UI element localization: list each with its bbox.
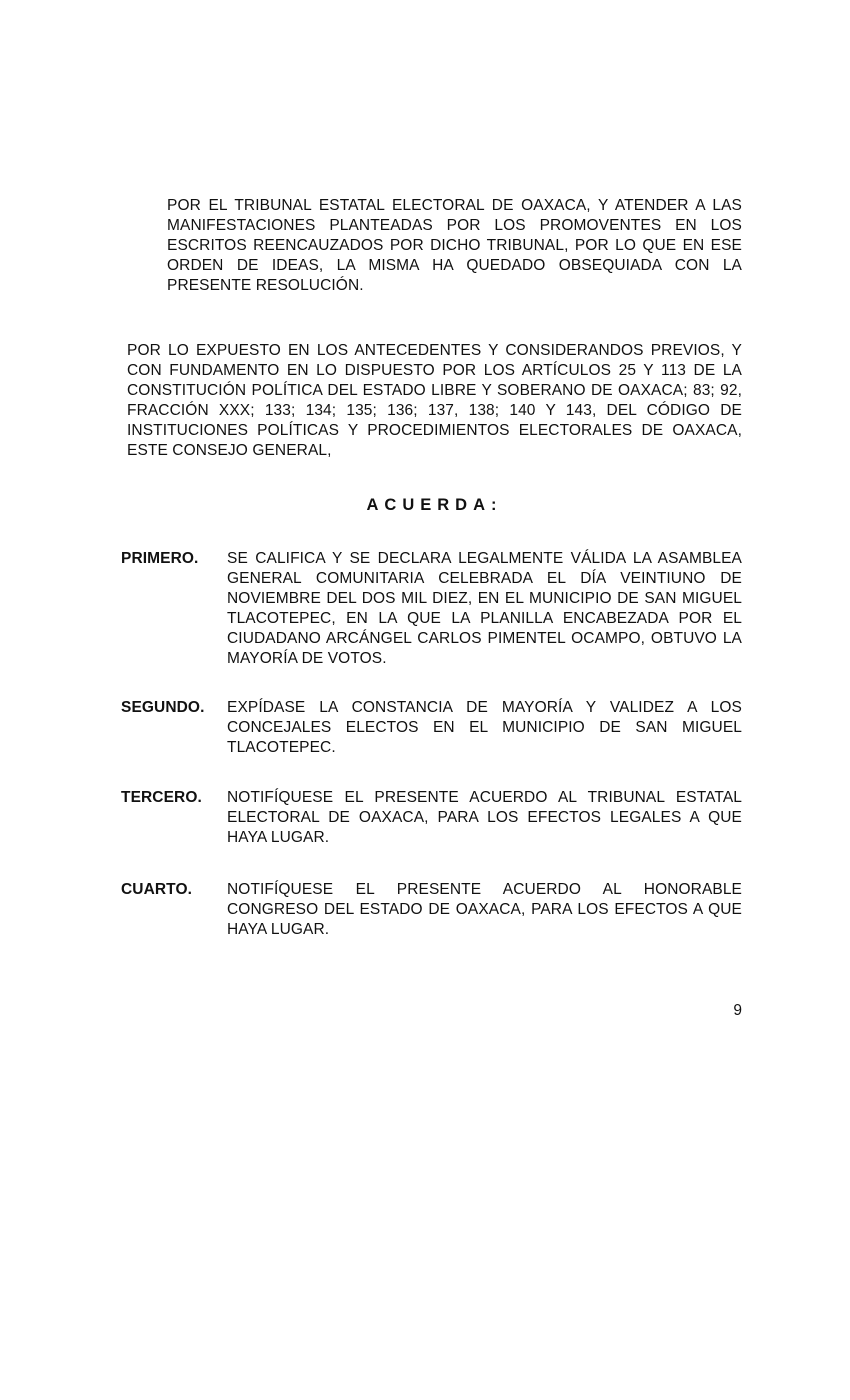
page-number: 9 (733, 1002, 742, 1019)
item-segundo-label: SEGUNDO. (121, 699, 205, 716)
paragraph-legal-basis: POR LO EXPUESTO EN LOS ANTECEDENTES Y CONSIDERANDOS PREVIOS, Y CON FUNDAMENTO EN LO DISPUESTO POR LOS ARTÍCULOS 25 Y 113 DE LA CONSTITUCIÓN POLÍTICA DEL ESTADO LIBRE Y SOBERANO DE OAXACA; 83; 92, FRACCIÓN XXX; 133; 134; 135; 136; 137, 138; 140 Y 143, DEL CÓDIGO DE INSTITUCIONES POLÍTICAS Y PROCEDIMIENTOS ELECTORALES DE OAXACA, ESTE CONSEJO GENERAL, (127, 342, 742, 459)
acuerda-heading: ACUERDA: (366, 496, 503, 514)
resolution-item-segundo (121, 698, 742, 758)
item-primero-text: SE CALIFICA Y SE DECLARA LEGALMENTE VÁLIDA LA ASAMBLEA GENERAL COMUNITARIA CELEBRADA EL DÍA VEINTIUNO DE NOVIEMBRE DEL DOS MIL DIEZ, EN EL MUNICIPIO DE SAN MIGUEL TLACOTEPEC, EN LA QUE LA PLANILLA ENCABEZADA POR EL CIUDADANO ARCÁNGEL CARLOS PIMENTEL OCAMPO, OBTUVO LA MAYORÍA DE VOTOS. (227, 550, 742, 667)
resolution-item-tercero (121, 788, 742, 848)
item-tercero-label: TERCERO. (121, 789, 202, 806)
item-cuarto-label: CUARTO. (121, 881, 193, 898)
item-primero-label: PRIMERO. (121, 550, 199, 567)
item-tercero-text: NOTIFÍQUESE EL PRESENTE ACUERDO AL TRIBUNAL ESTATAL ELECTORAL DE OAXACA, PARA LOS EFECTOS LEGALES A QUE HAYA LUGAR. (227, 789, 742, 846)
item-cuarto-text: NOTIFÍQUESE EL PRESENTE ACUERDO AL HONORABLE CONGRESO DEL ESTADO DE OAXACA, PARA LOS EFECTOS A QUE HAYA LUGAR. (227, 881, 742, 938)
paragraph-intro: POR EL TRIBUNAL ESTATAL ELECTORAL DE OAXACA, Y ATENDER A LAS MANIFESTACIONES PLANTEADAS POR LOS PROMOVENTES EN LOS ESCRITOS REENCAUZADOS POR DICHO TRIBUNAL, POR LO QUE EN ESE ORDEN DE IDEAS, LA MISMA HA QUEDADO OBSEQUIADA CON LA PRESENTE RESOLUCIÓN. (167, 197, 742, 294)
resolution-item-primero (121, 549, 742, 669)
resolution-item-cuarto (121, 880, 742, 940)
item-segundo-text: EXPÍDASE LA CONSTANCIA DE MAYORÍA Y VALIDEZ A LOS CONCEJALES ELECTOS EN EL MUNICIPIO DE SAN MIGUEL TLACOTEPEC. (227, 699, 742, 756)
